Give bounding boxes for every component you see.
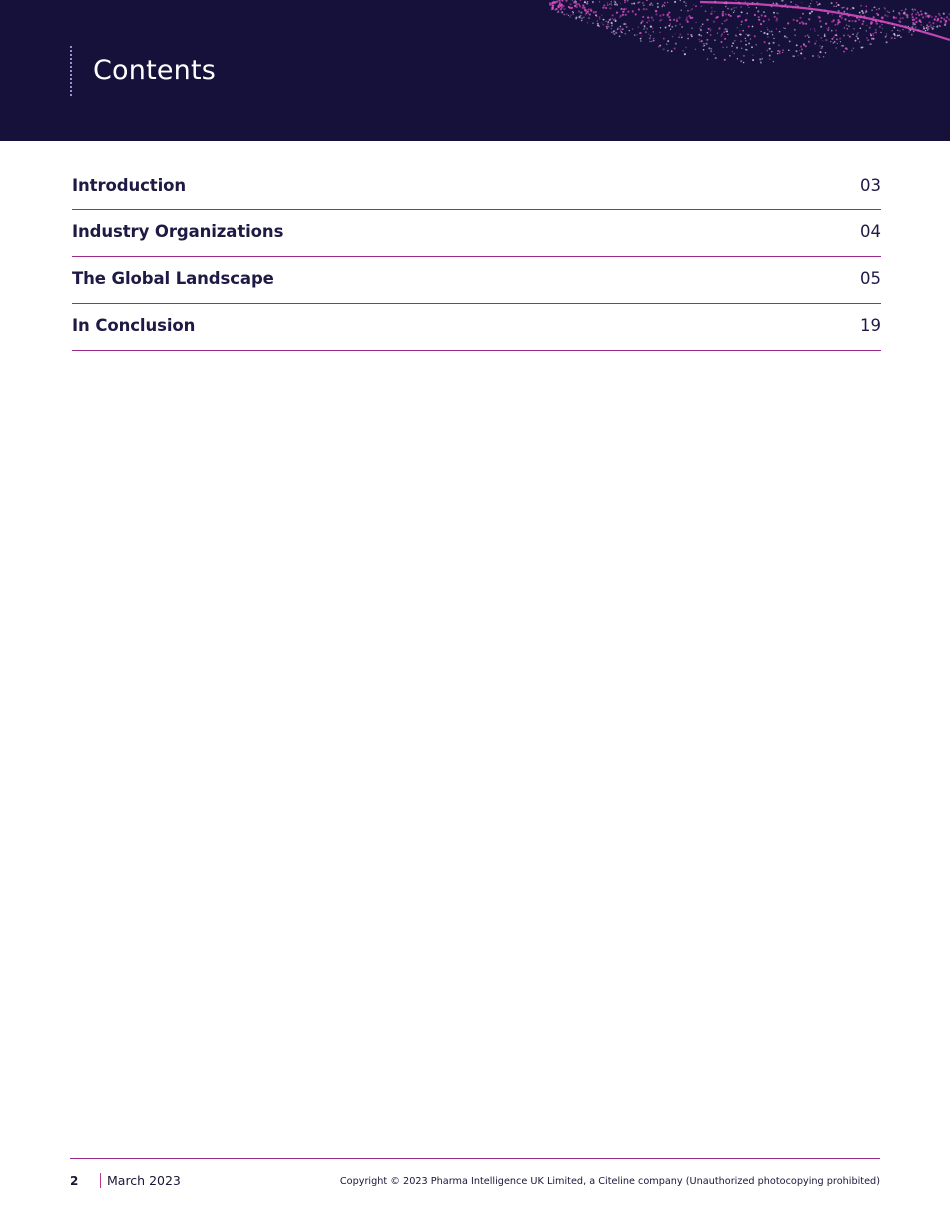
toc-entry-industry-organizations[interactable] [72, 210, 881, 257]
page-header [0, 0, 950, 141]
toc-entry-page[interactable]: 04 [860, 222, 881, 241]
toc-entry-global-landscape[interactable] [72, 257, 881, 304]
toc-entry-page[interactable]: 03 [860, 176, 881, 195]
footer-separator [100, 1173, 101, 1188]
header-dotted-rule [70, 46, 72, 96]
footer-date: March 2023 [107, 1173, 181, 1188]
toc-entry-page[interactable]: 19 [860, 316, 881, 335]
toc-entry-introduction[interactable] [72, 164, 881, 210]
table-of-contents [72, 164, 881, 351]
toc-entry-label[interactable]: In Conclusion [72, 316, 196, 335]
toc-entry-label[interactable]: The Global Landscape [72, 269, 274, 288]
toc-entry-in-conclusion[interactable] [72, 304, 881, 351]
page-title: Contents [93, 55, 217, 86]
toc-entry-page[interactable]: 05 [860, 269, 881, 288]
footer-copyright: Copyright © 2023 Pharma Intelligence UK Limited, a Citeline company (Unauthorized photocopying prohibited) [339, 1176, 880, 1187]
footer-page-number: 2 [70, 1174, 79, 1188]
toc-entry-label[interactable]: Introduction [72, 176, 187, 195]
toc-entry-label[interactable]: Industry Organizations [72, 222, 284, 241]
footer-divider [70, 1158, 880, 1159]
